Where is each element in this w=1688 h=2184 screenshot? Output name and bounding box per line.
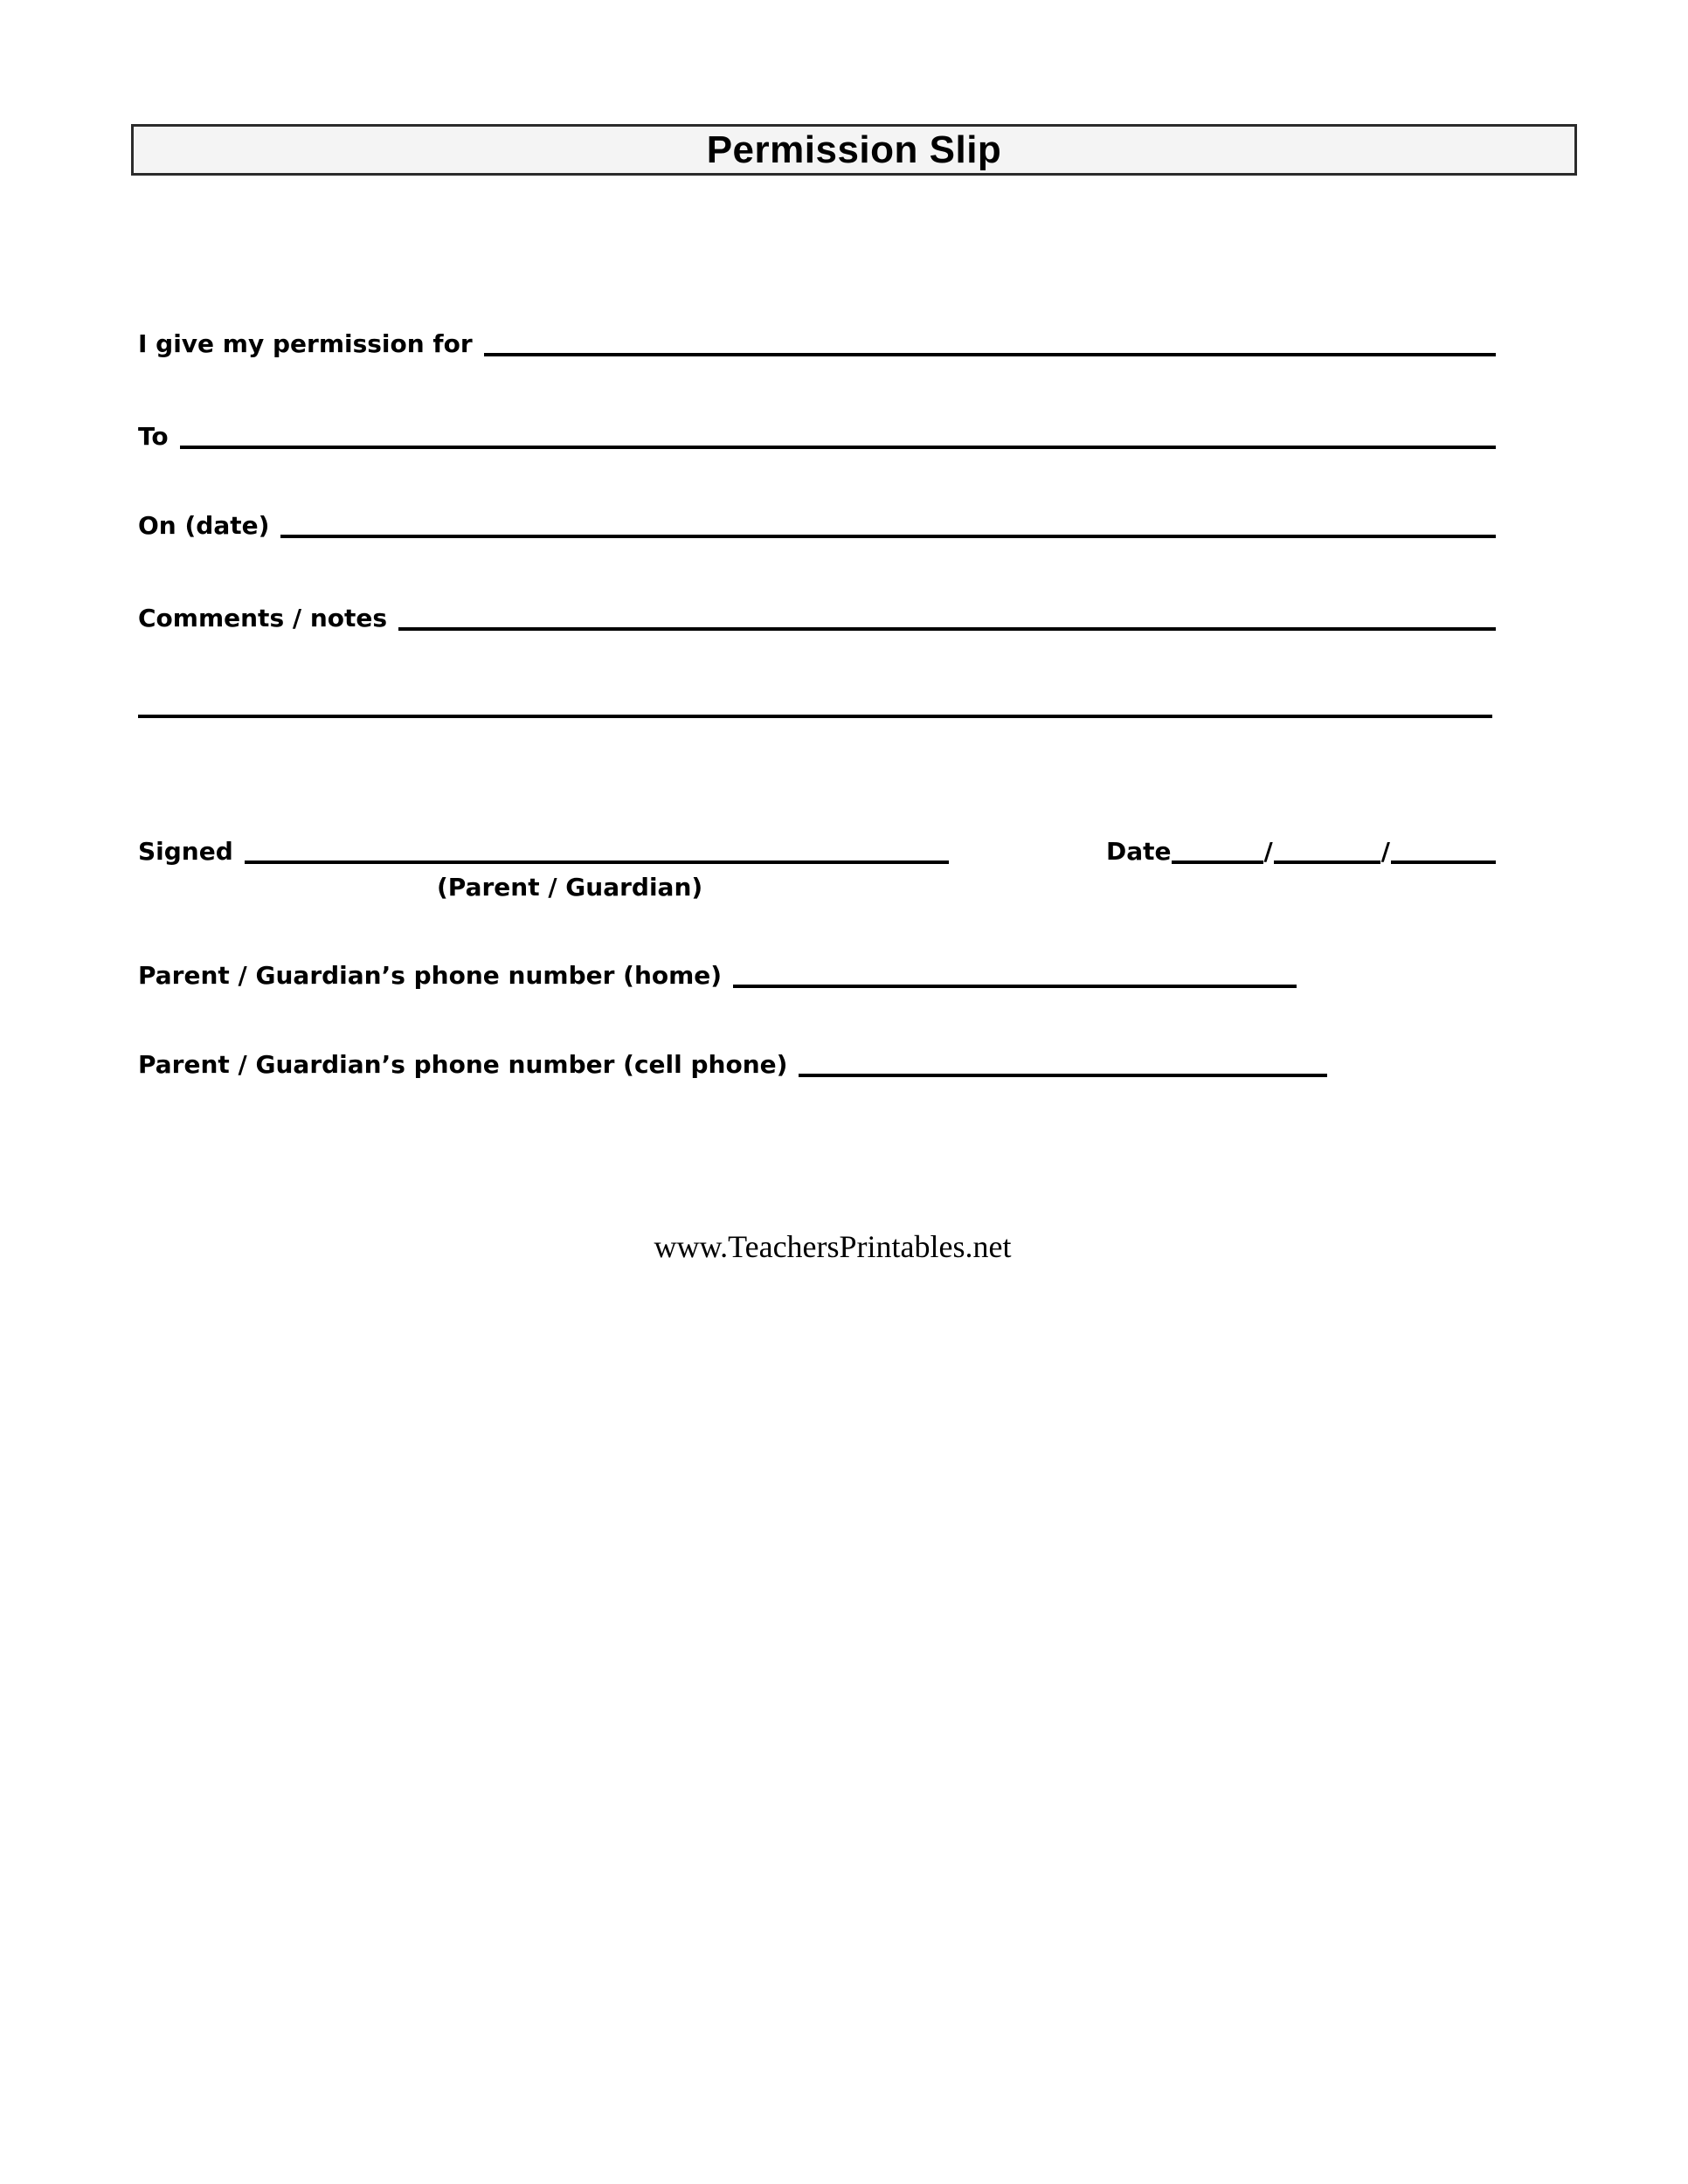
field-label-comments: Comments / notes bbox=[138, 604, 388, 632]
fill-line-comments-continuation bbox=[138, 687, 1492, 718]
field-label-phone-cell: Parent / Guardian’s phone number (cell phone) bbox=[138, 1050, 788, 1079]
field-row-phone-cell bbox=[138, 1051, 1496, 1079]
field-label-signed: Signed bbox=[138, 837, 233, 866]
fill-line-date-month bbox=[1172, 855, 1263, 864]
field-row-signed-date bbox=[138, 838, 1496, 866]
field-label-to: To bbox=[138, 422, 169, 451]
fill-line-on-date bbox=[280, 529, 1496, 538]
field-row-phone-home bbox=[138, 962, 1496, 990]
fill-line-signature bbox=[245, 855, 949, 864]
footer-website-url: www.TeachersPrintables.net bbox=[654, 1229, 1012, 1264]
field-label-on-date: On (date) bbox=[138, 511, 270, 540]
fill-line-phone-cell bbox=[799, 1068, 1327, 1077]
fill-line-to bbox=[180, 440, 1496, 449]
fill-line-permission-for bbox=[484, 348, 1496, 356]
field-row-on-date bbox=[138, 512, 1496, 540]
fill-line-date-year bbox=[1391, 855, 1496, 864]
form-title-bar bbox=[131, 124, 1577, 176]
date-separator-slash: / bbox=[1263, 837, 1273, 866]
field-label-date: Date bbox=[1106, 837, 1172, 866]
field-row-to bbox=[138, 423, 1496, 451]
field-label-permission-for: I give my permission for bbox=[138, 329, 473, 358]
field-label-phone-home: Parent / Guardian’s phone number (home) bbox=[138, 961, 723, 990]
fill-line-phone-home bbox=[733, 979, 1297, 988]
signature-caption: (Parent / Guardian) bbox=[437, 873, 703, 902]
field-row-permission-for bbox=[138, 330, 1496, 358]
field-row-comments bbox=[138, 605, 1496, 632]
fill-line-comments bbox=[398, 622, 1496, 631]
fill-line-date-day bbox=[1274, 855, 1380, 864]
date-separator-slash: / bbox=[1380, 837, 1390, 866]
page-title: Permission Slip bbox=[706, 128, 1002, 171]
